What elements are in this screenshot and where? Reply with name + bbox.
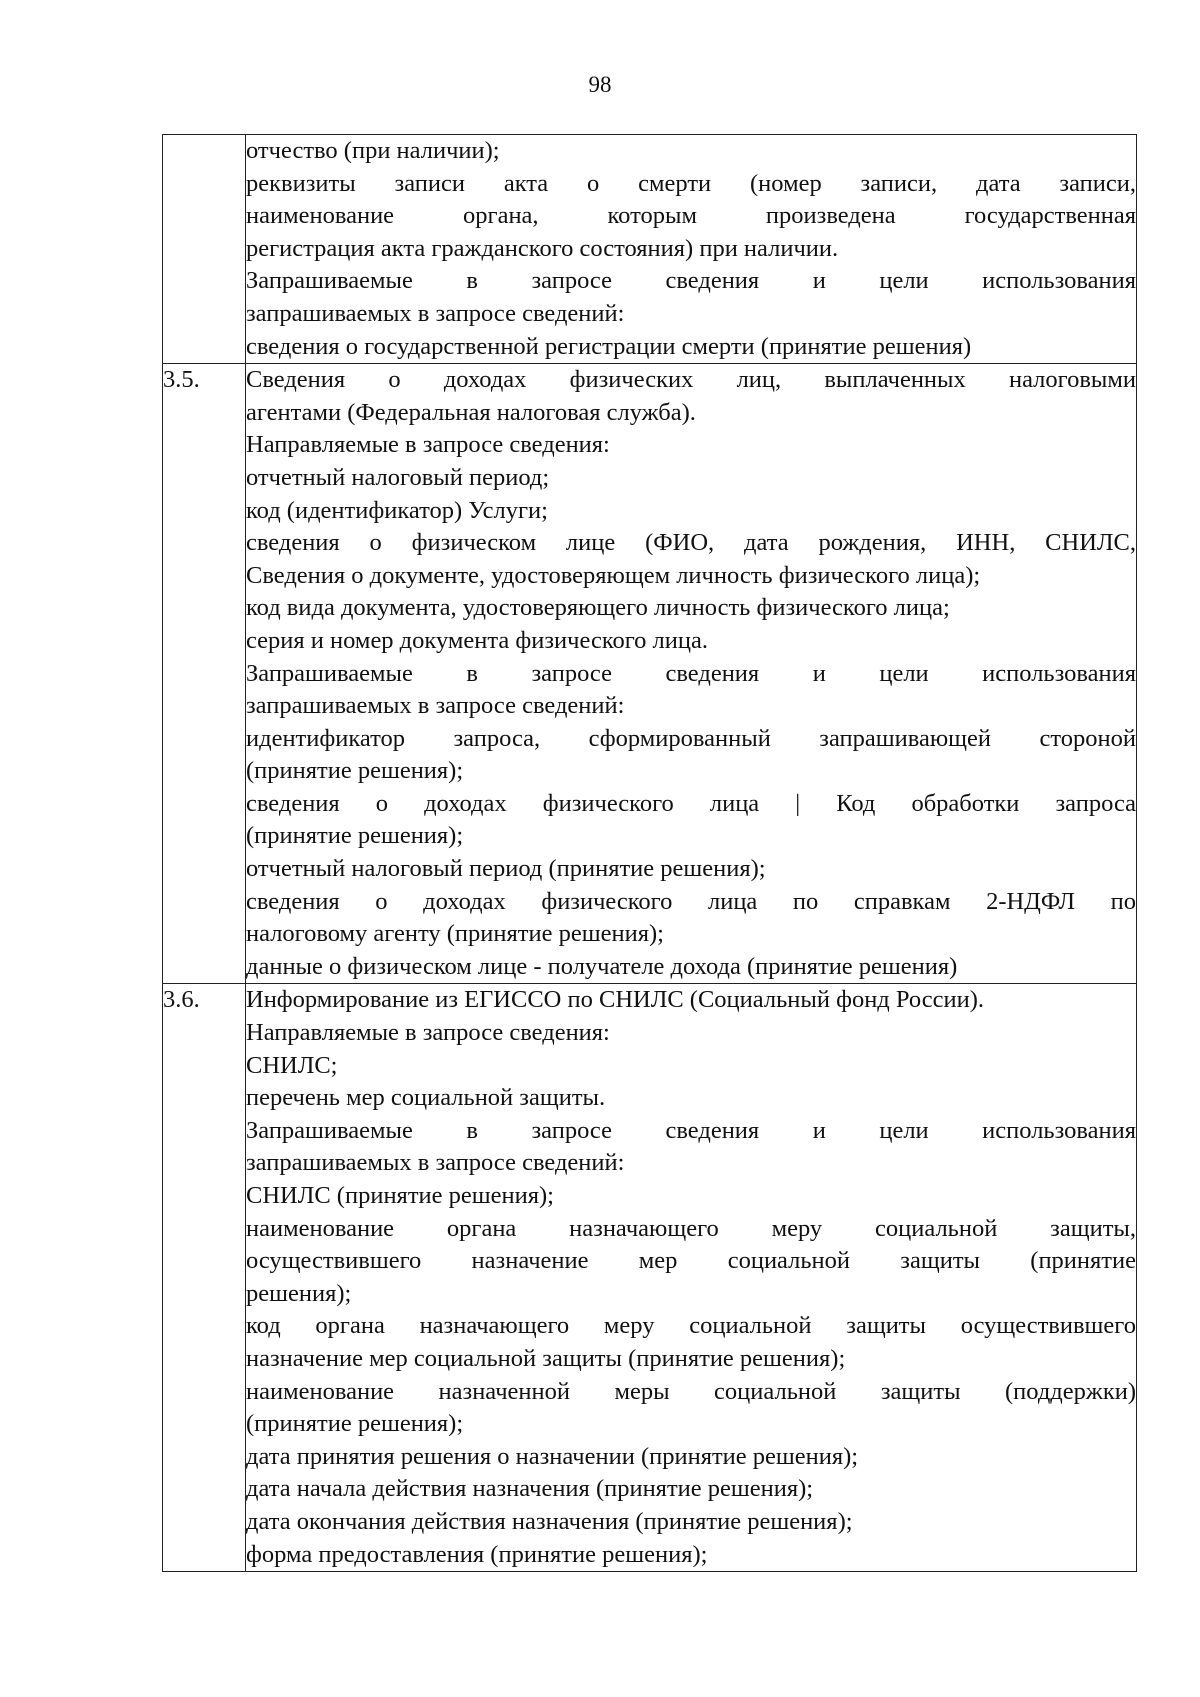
text-line: перечень мер социальной защиты. [246, 1084, 606, 1112]
text-line: отчетный налоговый период (принятие решения); [246, 855, 766, 883]
text-line: реквизиты записи акта о смерти (номер записи, дата записи, [246, 169, 1136, 197]
text-line: серия и номер документа физического лица. [246, 626, 709, 654]
text-line: запрашиваемых в запросе сведений: [246, 1149, 625, 1177]
table-row [163, 984, 1137, 1572]
text-line: наименование назначенной меры социальной защиты (поддержки) [246, 1377, 1136, 1405]
text-line: налоговому агенту (принятие решения); [246, 920, 664, 948]
page-number: 98 [588, 72, 612, 97]
text-line: данные о физическом лице - получателе дохода (принятие решения) [246, 952, 958, 980]
text-line: сведения о доходах физического лица | Код обработки запроса [246, 789, 1136, 817]
text-line: Информирование из ЕГИССО по СНИЛС (Социальный фонд России). [246, 986, 985, 1014]
text-line: Направляемые в запросе сведения: [246, 1019, 610, 1047]
text-line: Запрашиваемые в запросе сведения и цели использования [246, 1116, 1136, 1144]
text-line: код (идентификатор) Услуги; [246, 496, 548, 524]
row-content-cell [246, 135, 1137, 364]
text-line: код органа назначающего меру социальной защиты осуществившего [246, 1312, 1136, 1340]
row-number-cell: 3.5. [163, 364, 246, 984]
text-line: СНИЛС; [246, 1051, 338, 1079]
text-line: СНИЛС (принятие решения); [246, 1182, 554, 1209]
text-line: Сведения о доходах физических лиц, выплаченных налоговыми [246, 366, 1136, 394]
row-content-cell [246, 364, 1137, 984]
text-line: идентификатор запроса, сформированный запрашивающей стороной [246, 724, 1136, 752]
text-line: решения); [246, 1279, 352, 1307]
requirements-table [162, 134, 1137, 1572]
text-line: отчетный налоговый период; [246, 463, 550, 491]
text-line: Сведения о документе, удостоверяющем личность физического лица); [246, 561, 981, 589]
text-line: код вида документа, удостоверяющего личность физического лица; [246, 594, 950, 622]
text-line: отчество (при наличии); [246, 137, 500, 164]
row-number-cell: 3.6. [163, 984, 246, 1572]
text-line: сведения о физическом лице (ФИО, дата рождения, ИНН, СНИЛС, [246, 529, 1136, 557]
text-line: дата начала действия назначения (принятие решения); [246, 1475, 814, 1503]
text-line: Запрашиваемые в запросе сведения и цели использования [246, 659, 1136, 687]
text-line: Запрашиваемые в запросе сведения и цели использования [246, 267, 1136, 295]
text-line: осуществившего назначение мер социальной защиты (принятие [246, 1247, 1136, 1275]
table-row [163, 135, 1137, 364]
text-line: агентами (Федеральная налоговая служба). [246, 398, 696, 426]
row-content-cell [246, 984, 1137, 1572]
table-row [163, 364, 1137, 984]
text-line: запрашиваемых в запросе сведений: [246, 299, 625, 327]
text-line: сведения о государственной регистрации смерти (принятие решения) [246, 332, 972, 360]
text-line: дата окончания действия назначения (принятие решения); [246, 1507, 853, 1535]
row-number-cell [163, 135, 246, 364]
text-line: наименование органа назначающего меру социальной защиты, [246, 1214, 1136, 1242]
text-line: сведения о доходах физического лица по справкам 2-НДФЛ по [246, 887, 1136, 915]
table-body [163, 135, 1137, 1572]
text-line: регистрация акта гражданского состояния) при наличии. [246, 234, 839, 262]
text-line: (принятие решения); [246, 822, 464, 850]
text-line: (принятие решения); [246, 1410, 464, 1438]
text-line: форма предоставления (принятие решения); [246, 1540, 708, 1568]
text-line: назначение мер социальной защиты (принятие решения); [246, 1344, 846, 1372]
text-line: наименование органа, которым произведена государственная [246, 202, 1136, 230]
text-line: запрашиваемых в запросе сведений: [246, 692, 625, 720]
text-line: Направляемые в запросе сведения: [246, 431, 610, 459]
text-line: (принятие решения); [246, 757, 464, 785]
text-line: дата принятия решения о назначении (принятие решения); [246, 1442, 859, 1470]
